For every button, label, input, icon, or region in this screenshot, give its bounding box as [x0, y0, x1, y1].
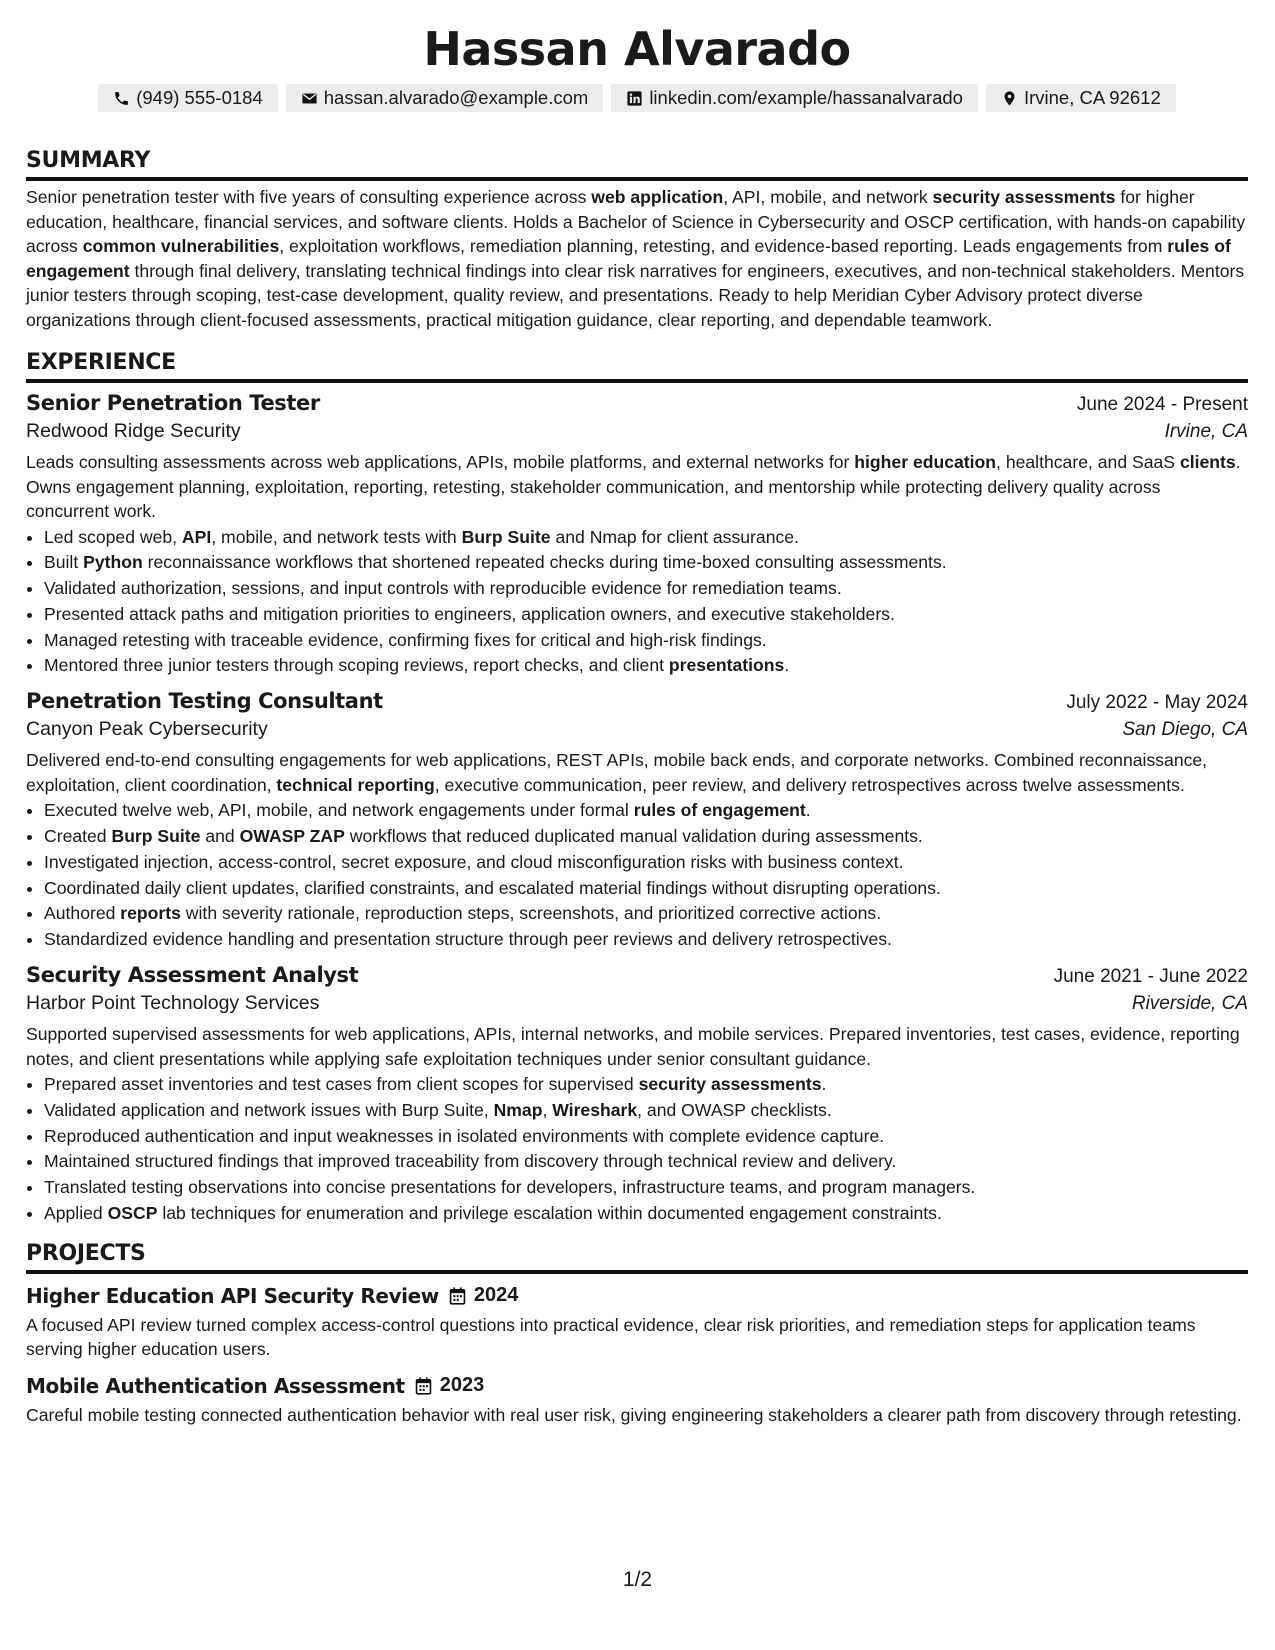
contact-linkedin[interactable]	[611, 84, 978, 112]
emphasis-text: presentations	[668, 655, 785, 676]
bullet-item	[44, 1098, 1248, 1124]
bullet-item	[44, 824, 1248, 850]
project-year	[449, 1284, 519, 1307]
text-run: with severity rationale, reproduction steps, screenshots, and prioritized corrective actions.	[180, 903, 882, 924]
calendar-icon	[415, 1377, 432, 1395]
job-summary	[26, 1022, 1248, 1071]
candidate-name: Hassan Alvarado	[423, 22, 851, 76]
emphasis-text: Wireshark	[552, 1099, 638, 1120]
text-run: , API, mobile, and network	[723, 187, 933, 207]
job-location: Irvine, CA	[1164, 421, 1248, 442]
bullet-item	[44, 1175, 1248, 1201]
emphasis-text: clients	[1179, 452, 1236, 472]
text-run: Supported supervised assessments for web applications, APIs, internal networks, and mobile services. Prepared inventories, test cases, evidence, reporting notes, and client presentations while applying safe exploitation techniques under senior consultant guidance.	[26, 1024, 1240, 1069]
bullet-item	[44, 927, 1248, 953]
text-run: and	[200, 826, 240, 847]
bullet-item	[44, 1149, 1248, 1175]
emphasis-text: higher education	[854, 452, 997, 472]
bullet-item	[44, 576, 1248, 602]
text-run: ,	[542, 1099, 553, 1120]
emphasis-text: security assessments	[932, 187, 1116, 207]
experience-heading: EXPERIENCE	[26, 350, 1248, 383]
text-run: , healthcare, and SaaS	[996, 452, 1180, 472]
job-summary	[26, 450, 1248, 524]
bullet-item	[44, 525, 1248, 551]
text-run: Managed retesting with traceable evidence, confirming fixes for critical and high-risk findings.	[44, 629, 767, 650]
text-run: Built	[44, 552, 84, 573]
text-run: Presented attack paths and mitigation priorities to engineers, application owners, and executive stakeholders.	[44, 603, 895, 624]
project-entry	[26, 1374, 1248, 1428]
project-description: Careful mobile testing connected authentication behavior with real user risk, giving engineering stakeholders a clearer path from discovery through retesting.	[26, 1404, 1242, 1425]
emphasis-text: OWASP ZAP	[239, 826, 345, 847]
project-entry	[26, 1284, 1248, 1362]
summary-text	[26, 185, 1248, 332]
text-run: Reproduced authentication and input weaknesses in isolated environments with complete evidence capture.	[44, 1125, 885, 1146]
job-title: Security Assessment Analyst	[26, 963, 359, 988]
text-run: Standardized evidence handling and presentation structure through peer reviews and delivery retrospectives.	[44, 929, 892, 950]
resume-page	[26, 0, 1248, 1427]
emphasis-text: web application	[591, 187, 724, 207]
linkedin-icon	[626, 90, 643, 107]
job-dates: June 2024 - Present	[1076, 394, 1248, 415]
text-run: workflows that reduced duplicated manual validation during assessments.	[344, 826, 923, 847]
text-run: Leads consulting assessments across web applications, APIs, mobile platforms, and external networks for	[26, 452, 855, 472]
bullet-item	[44, 850, 1248, 876]
text-run: Senior penetration tester with five years of consulting experience across	[26, 187, 592, 207]
text-run: Executed twelve web, API, mobile, and network engagements under formal	[44, 800, 634, 821]
job-location: Riverside, CA	[1131, 993, 1248, 1015]
emphasis-text: Burp Suite	[111, 826, 201, 847]
phone-icon	[113, 90, 130, 107]
contact-email[interactable]	[286, 84, 604, 112]
contact-bar	[26, 84, 1248, 112]
text-run: and Nmap for client assurance.	[550, 526, 799, 547]
job-title: Senior Penetration Tester	[26, 391, 320, 415]
map-pin-icon	[1001, 90, 1018, 107]
project-year-text: 2023	[439, 1374, 485, 1397]
text-run: Created	[44, 826, 112, 847]
emphasis-text: Nmap	[493, 1099, 543, 1120]
bullet-item	[44, 876, 1248, 902]
emphasis-text: Python	[83, 552, 143, 573]
contact-location-text: Irvine, CA 92612	[1023, 87, 1161, 108]
job-bullets	[26, 798, 1248, 953]
job-dates: July 2022 - May 2024	[1066, 692, 1248, 714]
text-run: , and OWASP checklists.	[637, 1099, 832, 1120]
project-title: Mobile Authentication Assessment	[26, 1373, 405, 1398]
emphasis-text: technical reporting	[276, 774, 435, 795]
project-year	[415, 1374, 485, 1397]
job-company: Canyon Peak Cybersecurity	[26, 718, 268, 741]
emphasis-text: API	[181, 526, 212, 547]
text-run: Coordinated daily client updates, clarified constraints, and escalated material findings without disrupting operations.	[44, 877, 941, 898]
job-entry	[26, 689, 1248, 953]
bullet-item	[44, 1124, 1248, 1150]
emphasis-text: common vulnerabilities	[82, 236, 280, 256]
text-run: . Owns engagement planning, exploitation, reporting, retesting, stakeholder communication, and mentorship while protecting delivery quality across concurrent work.	[26, 452, 1241, 521]
text-run: Validated authorization, sessions, and input controls with reproducible evidence for remediation teams.	[44, 578, 842, 599]
job-dates: June 2021 - June 2022	[1053, 966, 1248, 988]
calendar-icon	[449, 1287, 466, 1305]
job-bullets	[26, 1072, 1248, 1227]
job-company: Harbor Point Technology Services	[26, 992, 320, 1015]
contact-location[interactable]	[986, 84, 1176, 112]
text-run: through final delivery, translating technical findings into clear risk narratives for engineers, executives, and non-technical stakeholders. Mentors junior testers through scoping, test-case development, quality review, and presentations. Ready to help Meridian Cyber Advisory protect diverse organizations through client-focused assessments, practical mitigation guidance, clear reporting, and dependable teamwork.	[26, 260, 1245, 330]
summary-heading: SUMMARY	[26, 148, 1248, 181]
contact-phone-text: (949) 555-0184	[136, 87, 263, 108]
text-run: Maintained structured findings that improved traceability from discovery through technical review and delivery.	[44, 1151, 897, 1172]
bullet-item	[44, 628, 1248, 654]
text-run: , executive communication, peer review, and delivery retrospectives across twelve assessments.	[434, 774, 1185, 795]
text-run: Authored	[44, 903, 121, 924]
job-summary	[26, 748, 1248, 797]
job-entry	[26, 391, 1248, 679]
page-number: 1/2	[622, 1568, 653, 1591]
job-entry	[26, 963, 1248, 1227]
emphasis-text: Burp Suite	[461, 526, 551, 547]
text-run: , mobile, and network tests with	[211, 526, 462, 547]
bullet-item	[44, 1201, 1248, 1227]
text-run: Applied	[44, 1203, 108, 1224]
text-run: , exploitation workflows, remediation planning, retesting, and evidence-based reporting. Leads engagements from	[279, 236, 1168, 256]
emphasis-text: OSCP	[107, 1203, 158, 1224]
text-run: Translated testing observations into concise presentations for developers, infrastructure teams, and program managers.	[44, 1177, 976, 1198]
text-run: Prepared asset inventories and test cases from client scopes for supervised	[44, 1074, 639, 1095]
job-title: Penetration Testing Consultant	[26, 689, 383, 714]
contact-phone[interactable]	[98, 84, 278, 112]
contact-linkedin-text: linkedin.com/example/hassanalvarado	[649, 87, 963, 108]
bullet-item	[44, 1072, 1248, 1098]
bullet-item	[44, 653, 1248, 679]
text-run: Validated application and network issues with Burp Suite,	[44, 1099, 494, 1120]
emphasis-text: rules of engagement	[26, 236, 1231, 281]
envelope-icon	[301, 90, 318, 107]
text-run: Mentored three junior testers through scoping reviews, report checks, and client	[44, 655, 669, 676]
bullet-item	[44, 602, 1248, 628]
text-run: .	[784, 655, 790, 676]
text-run: lab techniques for enumeration and privilege escalation within documented engagement constraints.	[157, 1203, 942, 1224]
job-company: Redwood Ridge Security	[26, 420, 241, 442]
job-location: San Diego, CA	[1122, 719, 1248, 741]
project-year-text: 2024	[473, 1284, 519, 1307]
job-bullets	[26, 525, 1248, 680]
emphasis-text: rules of engagement	[633, 800, 806, 821]
bullet-item	[44, 550, 1248, 576]
text-run: .	[805, 800, 811, 821]
text-run: reconnaissance workflows that shortened repeated checks during time-boxed consulting assessments.	[142, 552, 947, 573]
text-run: Led scoped web,	[44, 526, 182, 547]
project-title: Higher Education API Security Review	[26, 1283, 439, 1308]
emphasis-text: security assessments	[638, 1074, 822, 1095]
emphasis-text: reports	[120, 903, 181, 924]
text-run: for higher education, healthcare, financial services, and software clients. Holds a Bachelor of Science in Cybersecurity and OSCP certification, with hands-on capability across	[26, 187, 1246, 256]
bullet-item	[44, 798, 1248, 824]
text-run: Delivered end-to-end consulting engagements for web applications, REST APIs, mobile back ends, and corporate networks. Combined reconnaissance, exploitation, client coordination,	[26, 750, 1208, 795]
bullet-item	[44, 901, 1248, 927]
contact-email-text: hassan.alvarado@example.com	[323, 87, 589, 108]
text-run: .	[821, 1074, 827, 1095]
projects-heading: PROJECTS	[26, 1241, 1248, 1274]
text-run: Investigated injection, access-control, secret exposure, and cloud misconfiguration risks with business context.	[44, 851, 904, 872]
project-description: A focused API review turned complex access-control questions into practical evidence, clear risk priorities, and remediation steps for application teams serving higher education users.	[26, 1314, 1196, 1360]
